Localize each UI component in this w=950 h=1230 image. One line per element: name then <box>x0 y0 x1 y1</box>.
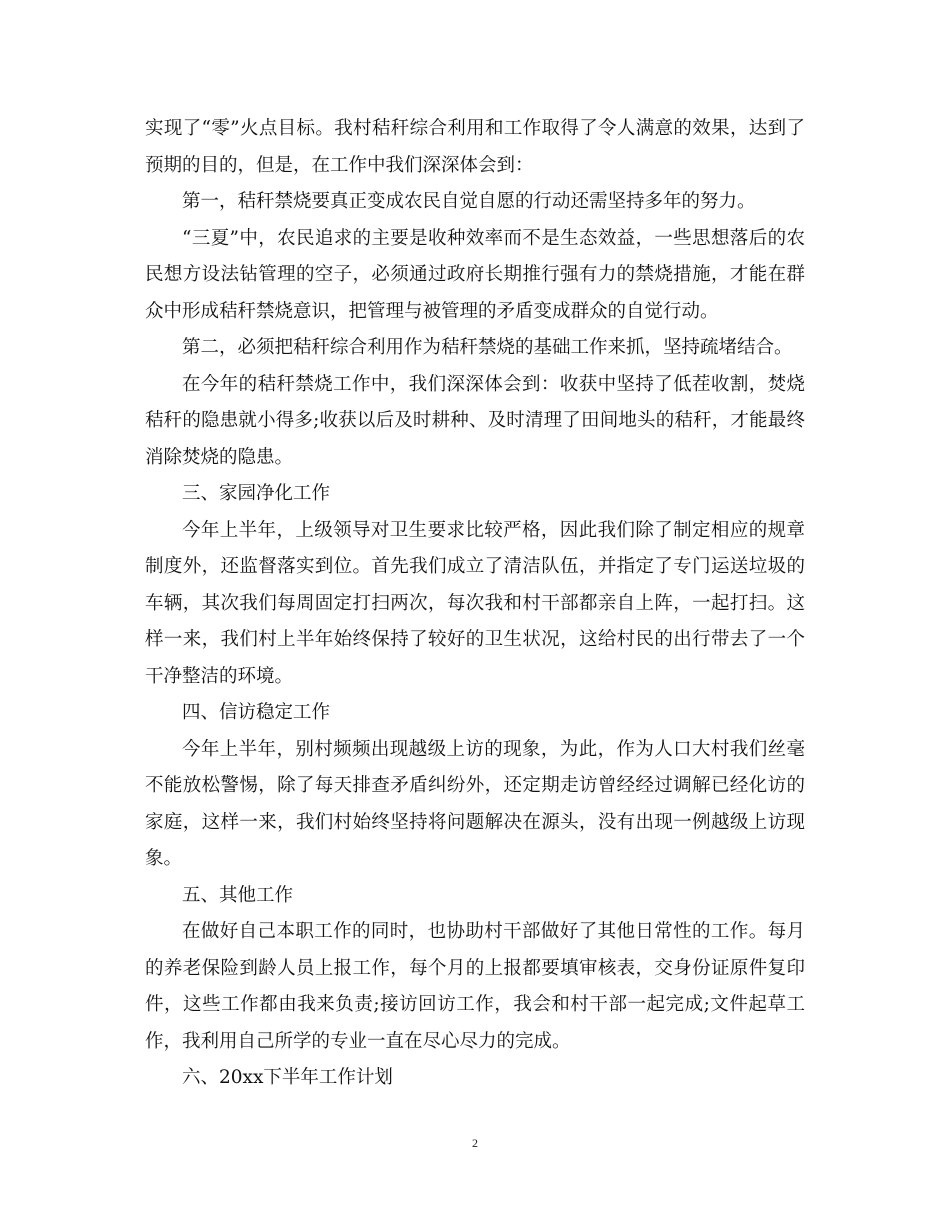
page-number: 2 <box>472 1136 478 1150</box>
paragraph-straw-ban-experience: 在今年的秸秆禁烧工作中，我们深深体会到：收获中坚持了低茬收割，焚烧秸秆的隐患就小得多;收获以后及时耕种、及时清理了田间地头的秸秆，才能最终消除焚烧的隐患。 <box>145 373 805 468</box>
section-heading-other-work: 五、其他工作 <box>182 884 294 906</box>
section-heading-second-half-plan: 六、20xx下半年工作计划 <box>182 1067 393 1088</box>
paragraph-continuation: 实现了“零”火点目标。我村秸秆综合利用和工作取得了令人满意的效果，达到了预期的目的，但是，在工作中我们深深体会到： <box>145 118 805 176</box>
paragraph-home-cleanup: 今年上半年，上级领导对卫生要求比较严格，因此我们除了制定相应的规章制度外，还监督落实到位。首先我们成立了清洁队伍，并指定了专门运送垃圾的车辆，其次我们每周固定打扫两次，每次我和村干部都亲自上阵，一起打扫。这样一来，我们村上半年始终保持了较好的卫生状况，这给村民的出行带去了一个干净整洁的环境。 <box>145 519 805 687</box>
paragraph-petition-stability: 今年上半年，别村频频出现越级上访的现象，为此，作为人口大村我们丝毫不能放松警惕，除了每天排查矛盾纠纷外，还定期走访曾经经过调解已经化访的家庭，这样一来，我们村始终坚持将问题解决在源头，没有出现一例越级上访现象。 <box>145 738 805 869</box>
section-heading-home-cleanup: 三、家园净化工作 <box>182 483 331 504</box>
paragraph-straw-ban-point-one: 第一，秸秆禁烧要真正变成农民自觉自愿的行动还需坚持多年的努力。 <box>182 191 756 212</box>
paragraph-straw-ban-point-two: 第二，必须把秸秆综合利用作为秸秆禁烧的基础工作来抓，坚持疏堵结合。 <box>182 337 793 358</box>
paragraph-other-work: 在做好自己本职工作的同时，也协助村干部做好了其他日常性的工作。每月的养老保险到龄人员上报工作，每个月的上报都要填审核表，交身份证原件复印件，这些工作都由我来负责;接访回访工作，我会和村干部一起完成;文件起草工作，我利用自己所学的专业一直在尽心尽力的完成。 <box>145 921 805 1052</box>
section-heading-petition-stability: 四、信访稳定工作 <box>182 702 331 723</box>
paragraph-three-summer: “三夏”中，农民追求的主要是收种效率而不是生态效益，一些思想落后的农民想方设法钻管理的空子，必须通过政府长期推行强有力的禁烧措施，才能在群众中形成秸秆禁烧意识，把管理与被管理的矛盾变成群众的自觉行动。 <box>145 227 805 322</box>
document-body <box>145 111 805 1097</box>
